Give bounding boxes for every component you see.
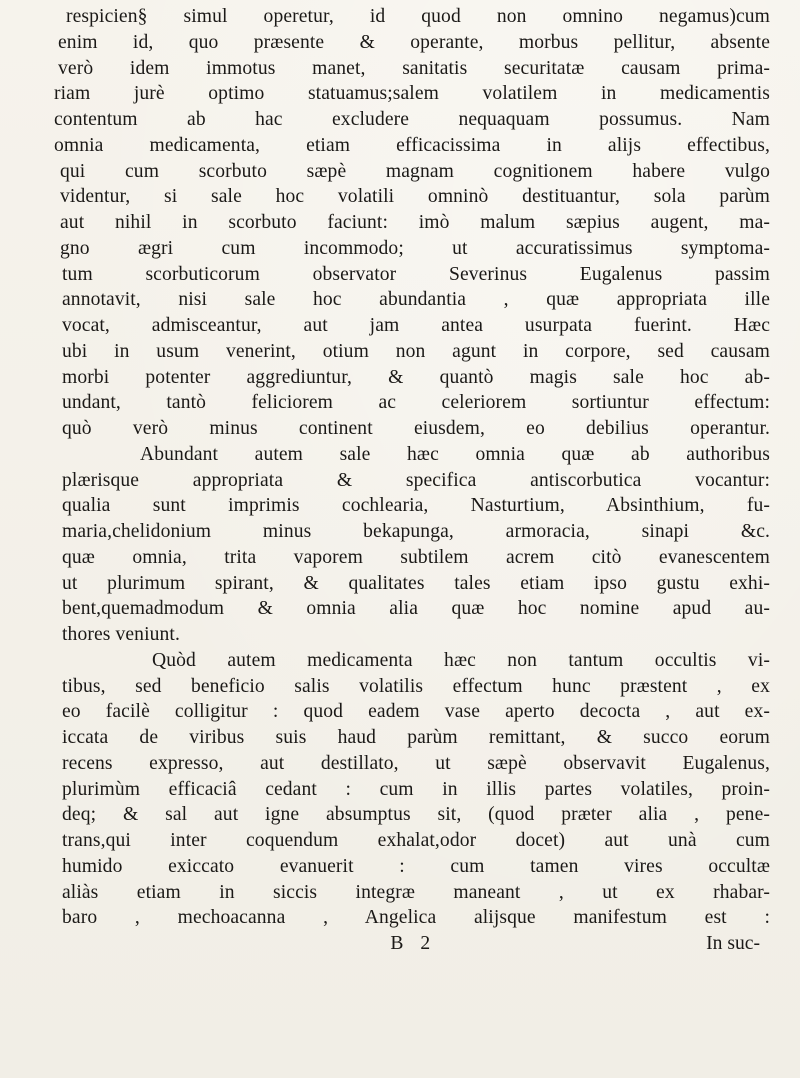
text-line: quæ omnia, trita vaporem subtilem acrem citò evanescentem bbox=[62, 546, 770, 568]
text-line: verò idem immotus manet, sanitatis securitatæ causam prima- bbox=[58, 57, 770, 79]
text-line: qualia sunt imprimis cochlearia, Nasturtium, Absinthium, fu- bbox=[62, 495, 770, 517]
text-line: maria,chelidonium minus bekapunga, armoracia, sinapi &c. bbox=[62, 521, 770, 542]
text-line: annotavit, nisi sale hoc abundantia , quæ appropriata ille bbox=[62, 289, 770, 311]
text-line: videntur, si sale hoc volatili omninò destituantur, sola parùm bbox=[60, 186, 770, 208]
text-line: respicien§ simul operetur, id quod non omnino negamus)cum bbox=[66, 6, 770, 27]
text-line: plærisque appropriata & specifica antiscorbutica vocantur: bbox=[62, 469, 770, 491]
text-line: plurimùm efficaciâ cedant : cum in illis partes volatiles, proin- bbox=[62, 778, 770, 800]
text-line: trans,qui inter coquendum exhalat,odor docet) aut unà cum bbox=[62, 830, 770, 851]
text-line: iccata de viribus suis haud parùm remittant, & succo eorum bbox=[62, 727, 770, 748]
text-line: thores veniunt. bbox=[62, 624, 180, 645]
text-line: omnia medicamenta, etiam efficacissima in alijs effectibus, bbox=[54, 134, 770, 156]
text-line: aliàs etiam in siccis integræ maneant , ut ex rhabar- bbox=[62, 881, 770, 903]
text-line: bent,quemadmodum & omnia alia quæ hoc nomine apud au- bbox=[62, 598, 770, 620]
catchword: In suc- bbox=[706, 933, 760, 954]
text-line: humido exiccato evanuerit : cum tamen vires occultæ bbox=[62, 855, 770, 877]
text-line: qui cum scorbuto sæpè magnam cognitionem habere vulgo bbox=[60, 160, 770, 182]
text-line: ut plurimum spirant, & qualitates tales etiam ipso gustu exhi- bbox=[62, 572, 770, 594]
page-text bbox=[44, 4, 770, 957]
text-line: riam jurè optimo statuamus;salem volatilem in medicamentis bbox=[54, 83, 770, 105]
page-footer bbox=[44, 931, 770, 957]
text-line: gno ægri cum incommodo; ut accuratissimus symptoma- bbox=[60, 237, 770, 259]
text-line: undant, tantò feliciorem ac celeriorem sortiuntur effectum: bbox=[62, 392, 770, 414]
text-line: eo facilè colligitur : quod eadem vase aperto decocta , aut ex- bbox=[62, 701, 770, 723]
text-line: Quòd autem medicamenta hæc non tantum occultis vi- bbox=[152, 649, 770, 671]
signature-mark: B 2 bbox=[390, 933, 437, 954]
text-line: enim id, quo præsente & operante, morbus pellitur, absente bbox=[58, 31, 770, 53]
text-line: ubi in usum venerint, otium non agunt in corpore, sed causam bbox=[62, 340, 770, 362]
text-line: vocat, admisceantur, aut jam antea usurpata fuerint. Hæc bbox=[62, 315, 770, 336]
text-line: contentum ab hac excludere nequaquam possumus. Nam bbox=[54, 109, 770, 130]
text-line: aut nihil in scorbuto faciunt: imò malum sæpius augent, ma- bbox=[60, 212, 770, 233]
text-line: morbi potenter aggrediuntur, & quantò magis sale hoc ab- bbox=[62, 366, 770, 388]
text-line: recens expresso, aut destillato, ut sæpè observavit Eugalenus, bbox=[62, 752, 770, 774]
text-line: tibus, sed beneficio salis volatilis effectum hunc præstent , ex bbox=[62, 675, 770, 697]
text-line: tum scorbuticorum observator Severinus Eugalenus passim bbox=[62, 263, 770, 285]
text-line: baro , mechoacanna , Angelica alijsque manifestum est : bbox=[62, 907, 770, 929]
text-line: Abundant autem sale hæc omnia quæ ab authoribus bbox=[140, 443, 770, 465]
text-line: deq; & sal aut igne absumptus sit, (quod præter alia , pene- bbox=[62, 804, 770, 826]
text-line: quò verò minus continent eiusdem, eo debilius operantur. bbox=[62, 418, 770, 439]
